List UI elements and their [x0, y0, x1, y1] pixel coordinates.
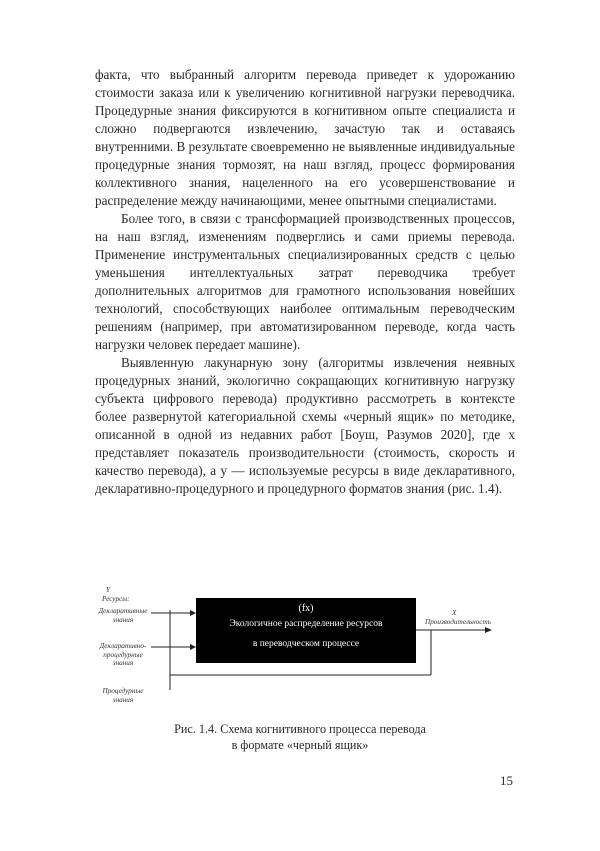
caption-line2: в формате «черный ящик» [231, 738, 369, 752]
input-procedural: Процедурные знания [102, 687, 144, 704]
output-label: Производительность [425, 618, 491, 626]
body-text [95, 66, 515, 498]
box-title-line2: в переводческом процессе [252, 639, 360, 649]
page-number: 15 [500, 773, 513, 788]
box-title-line1: Экологичное распределение ресурсов [229, 619, 383, 629]
input-decl-proc: Декларативно-процедурные знания [99, 642, 147, 667]
figure-caption [100, 721, 500, 753]
x-label: X [452, 609, 457, 617]
input-declarative: Декларативные знания [98, 607, 148, 624]
paragraph: факта, что выбранный алгоритм перевода приведет к удорожанию стоимости заказа или к увеличению когнитивной нагрузки переводчика. Процедурные знания фиксируются в когнитивном опыте специалиста и сложно подвергаются извлечению, зачастую так и оставаясь внутренними. В результате своевременно не выявленные индивидуальные процедурные знания тормозят, на наш взгляд, процесс формирования коллективного знания, нацеленного на его усовершенствование и распределение между начинающими, менее опытными специалистами. [95, 67, 515, 208]
black-box-diagram [88, 586, 528, 710]
caption-line1: Рис. 1.4. Схема когнитивного процесса перевода [174, 722, 426, 736]
y-label: Y [106, 586, 110, 594]
box-fx: (fx) [298, 603, 314, 614]
paragraph: Более того, в связи с трансформацией производственных процессов, на наш взгляд, изменениям подверглись и сами приемы перевода. Применение инструментальных специализированных средств с целью уменьшения интеллектуальных затрат переводчика требует дополнительных алгоритмов для грамотного использования новейших технологий, способствующих наиболее оптимальным переводческим решениям (например, при автоматизированном переводе, когда часть нагрузки человек передает машине). [95, 211, 515, 352]
resources-label: Ресурсы: [102, 595, 130, 603]
paragraph: Выявленную лакунарную зону (алгоритмы извлечения неявных процедурных знаний, экологично сокращающих когнитивную нагрузку субъекта цифрового перевода) продуктивно рассмотреть в контексте более развернутой категориальной схемы «черный ящик» по методике, описанной в одной из недавних работ [Боуш, Разумов 2020], где x представляет показатель производительности (стоимость, скорость и качество перевода), а y — используемые ресурсы в виде декларативного, декларативно-процедурного и процедурного форматов знания (рис. 1.4). [95, 355, 515, 496]
arrowhead [485, 627, 492, 633]
